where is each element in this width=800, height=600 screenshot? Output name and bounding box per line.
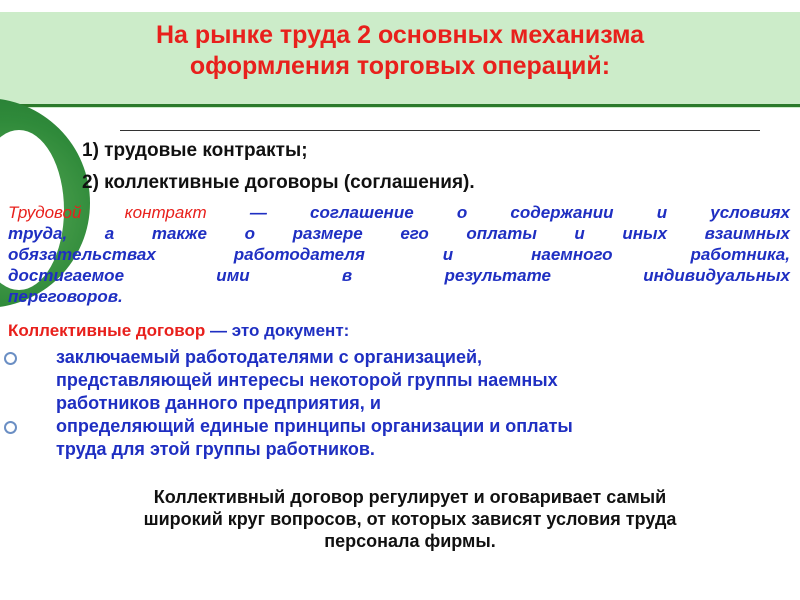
summary-paragraph xyxy=(40,486,780,552)
definition-line-2: труда, а также о размере его оплаты и иных взаимных xyxy=(8,224,790,243)
list-item xyxy=(0,415,800,461)
labor-contract-definition xyxy=(8,202,790,307)
bullet-1-line-2: представляющей интересы некоторой группы наемных xyxy=(56,370,558,390)
collective-agreement-heading xyxy=(8,321,349,341)
collective-bullet-list xyxy=(0,346,800,461)
definition-line-1: — соглашение о содержании и условиях xyxy=(206,203,790,222)
bullet-1-line-3: работников данного предприятия, и xyxy=(56,393,381,413)
collective-term: Коллективные договор xyxy=(8,321,206,340)
summary-line-1: Коллективный договор регулирует и оговаривает самый xyxy=(153,487,667,507)
summary-line-2: широкий круг вопросов, от которых зависят условия труда xyxy=(143,509,677,529)
bullet-circle-icon xyxy=(4,352,17,365)
slide-title-line-1: На рынке труда 2 основных механизма xyxy=(155,21,645,49)
collective-heading-rest: — это документ: xyxy=(205,321,350,340)
bullet-2-line-2: труда для этой группы работников. xyxy=(56,439,375,459)
definition-term: Трудовой контракт xyxy=(8,203,207,222)
mechanism-item-2: 2) коллективные договоры (соглашения). xyxy=(82,172,475,193)
summary-line-3: персонала фирмы. xyxy=(324,531,496,551)
bullet-circle-icon xyxy=(4,421,17,434)
content-divider xyxy=(120,130,760,131)
slide-title-line-2: оформления торговых операций: xyxy=(189,52,611,80)
slide-title xyxy=(20,20,780,82)
definition-line-4: достигаемое ими в результате индивидуальных xyxy=(8,266,790,285)
bullet-2-line-1: определяющий единые принципы организации и оплаты xyxy=(56,416,573,436)
list-item xyxy=(0,346,800,415)
bullet-1-line-1: заключаемый работодателями с организацией, xyxy=(56,347,483,367)
definition-line-5: переговоров. xyxy=(8,287,123,306)
definition-line-3: обязательствах работодателя и наемного работника, xyxy=(8,245,790,264)
mechanism-item-1: 1) трудовые контракты; xyxy=(82,140,308,161)
title-divider xyxy=(0,104,800,107)
